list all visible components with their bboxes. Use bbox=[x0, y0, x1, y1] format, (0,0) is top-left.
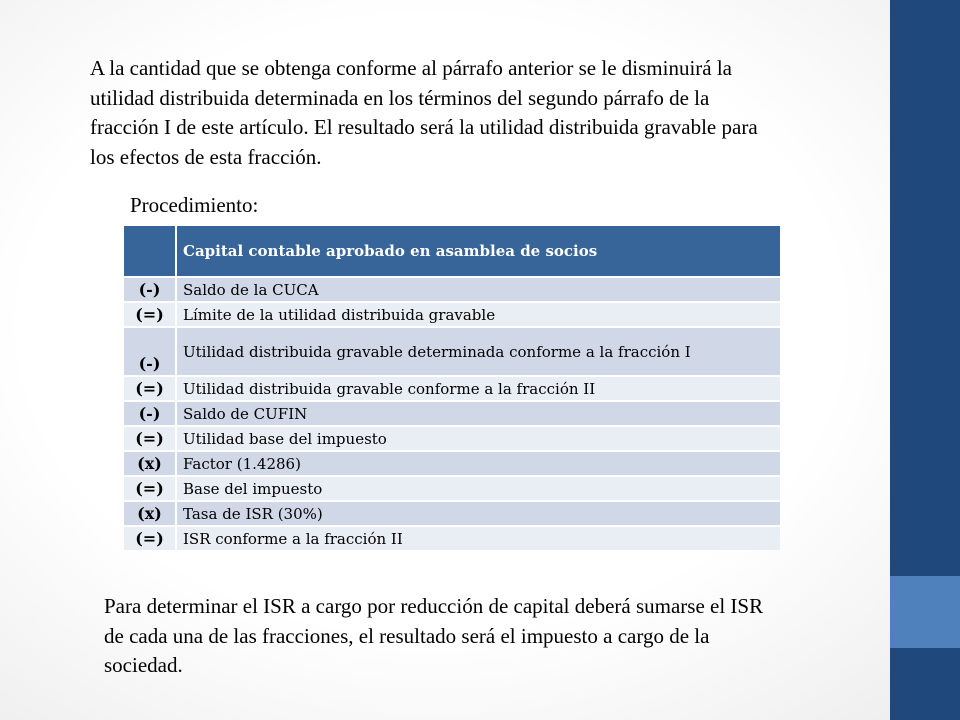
concept-cell: Utilidad distribuida gravable determinada conforme a la fracción I bbox=[176, 327, 780, 376]
concept-cell: Saldo de la CUCA bbox=[176, 277, 780, 302]
operator-cell: (=) bbox=[124, 526, 176, 550]
outro-paragraph: Para determinar el ISR a cargo por reducción de capital deberá sumarse el ISR de cada una de las fracciones, el resultado será el impuesto a cargo de la sociedad. bbox=[104, 594, 764, 677]
concept-cell: ISR conforme a la fracción II bbox=[176, 526, 780, 550]
header-operator-cell bbox=[124, 226, 176, 277]
procedure-table bbox=[124, 226, 780, 550]
table-row bbox=[124, 451, 780, 476]
table-row bbox=[124, 277, 780, 302]
table-row bbox=[124, 401, 780, 426]
table-row bbox=[124, 376, 780, 401]
table-row bbox=[124, 327, 780, 376]
operator-cell: (-) bbox=[124, 401, 176, 426]
operator-cell: (=) bbox=[124, 376, 176, 401]
concept-cell: Factor (1.4286) bbox=[176, 451, 780, 476]
operator-cell: (-) bbox=[124, 277, 176, 302]
table-row bbox=[124, 302, 780, 327]
operator-cell: (-) bbox=[124, 327, 176, 376]
intro-paragraph: A la cantidad que se obtenga conforme al párrafo anterior se le disminuirá la utilidad distribuida determinada en los términos del segundo párrafo de la fracción I de este artículo. El resultado será la utilidad distribuida gravable para los efectos de esta fracción. bbox=[90, 56, 758, 169]
concept-cell: Base del impuesto bbox=[176, 476, 780, 501]
concept-cell: Saldo de CUFIN bbox=[176, 401, 780, 426]
concept-cell: Utilidad distribuida gravable conforme a la fracción II bbox=[176, 376, 780, 401]
operator-cell: (x) bbox=[124, 451, 176, 476]
sidebar-band-top bbox=[890, 0, 960, 576]
sidebar-band-bottom bbox=[890, 648, 960, 720]
operator-cell: (x) bbox=[124, 501, 176, 526]
table-row bbox=[124, 501, 780, 526]
concept-cell: Tasa de ISR (30%) bbox=[176, 501, 780, 526]
concept-cell: Límite de la utilidad distribuida gravable bbox=[176, 302, 780, 327]
table-row bbox=[124, 426, 780, 451]
operator-cell: (=) bbox=[124, 476, 176, 501]
operator-cell: (=) bbox=[124, 426, 176, 451]
table-row bbox=[124, 476, 780, 501]
header-concept-cell: Capital contable aprobado en asamblea de socios bbox=[176, 226, 780, 277]
table-row bbox=[124, 526, 780, 550]
sidebar-band-accent bbox=[890, 576, 960, 648]
concept-cell: Utilidad base del impuesto bbox=[176, 426, 780, 451]
table-header-row bbox=[124, 226, 780, 277]
operator-cell: (=) bbox=[124, 302, 176, 327]
procedure-label: Procedimiento: bbox=[130, 193, 259, 217]
